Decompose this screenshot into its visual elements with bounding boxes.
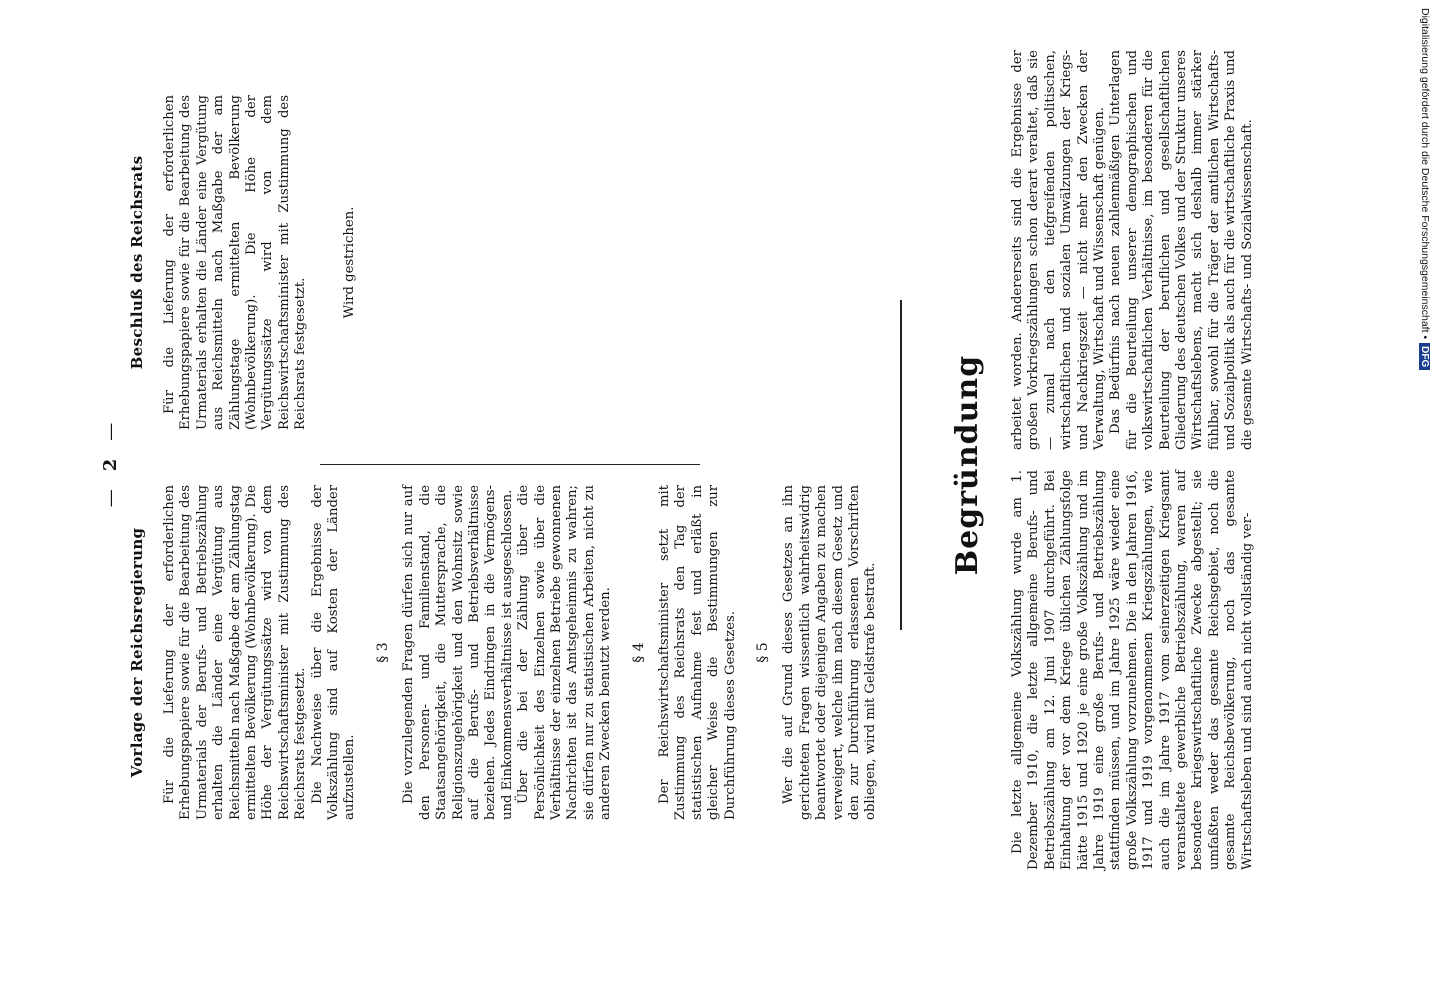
begruendung-heading: Begründung [950, 354, 985, 576]
begruendung-right-paragraph-2: Das Bedürfnis nach neuen zahlenmäßigen Unterlagen für die Beurteilung unserer demographischen und volkswirtschaftlichen Verhältnisse, im besonderen für die Beurteilung der beruflichen und gesellschaftlichen Gliederung des deutschen Volkes und der Struktur unseres Wirtschaftslebens, macht sich deshalb immer stärker fühlbar, sowohl für die Träger der amtlichen Wirtschafts- und Sozialpolitik als auch für die wirtschaftliche Praxis und die gesamte Wirtschafts- und Sozialwissenschaft. [1108, 50, 1255, 450]
column-divider [320, 464, 700, 465]
left-intro-paragraph-2: Die Nachweise über die Ergebnisse der Volkszählung sind auf Kosten der Länder aufzustellen. [309, 485, 358, 820]
section-3-paragraph-2: Über die bei der Zählung über die Persönlichkeit des Einzelnen sowie über die Verhältnisse der einzelnen Betriebe gewonnenen Nachrichten ist das Amtsgeheimnis zu wahren; sie dürfen nur zu statistischen Arbeiten, nicht zu anderen Zwecken benutzt werden. [516, 485, 614, 820]
section-3-paragraph-1: Die vorzulegenden Fragen dürfen sich nur auf den Personen- und Familienstand, die Staatsangehörigkeit, die Muttersprache, die Religionszugehörigkeit und den Wohnsitz sowie auf die Berufs- und Betriebsverhältnisse beziehen. Jedes Eindringen in die Vermögens- und Einkommensverhältnisse ist ausgeschlossen. [401, 485, 515, 820]
digitization-note [1417, 8, 1431, 608]
page-number: —2— [100, 422, 121, 508]
page-number-value: 2 [100, 458, 121, 472]
begruendung-right-column [1010, 50, 1256, 450]
left-column-heading: Vorlage der Reichsregierung [128, 527, 146, 778]
right-column [162, 95, 358, 430]
struck-note: Wird gestrichen. [341, 206, 357, 319]
begruendung-right-paragraph-1: arbeitet worden. Andererseits sind die Ergebnisse der großen Vorkriegszählungen schon derart veraltet, daß sie — zumal nach den tiefgreifenden politischen, wirtschaftlichen und sozialen Umwälzungen der Kriegs- und Nachkriegszeit — nicht mehr den Zwecken der Verwaltung, Wirtschaft und Wissenschaft genügen. [1010, 50, 1108, 450]
section-5-title: § 5 [755, 642, 771, 663]
right-paragraph-1: Für die Lieferung der erforderlichen Erhebungspapiere sowie für die Bearbeitung des Urmaterials erhalten die Länder eine Vergütung aus Reichsmitteln nach Maßgabe der am Zählungstage ermittelten Bevölkerung (Wohnbevölkerung). Die Höhe der Vergütungssätze wird von dem Reichswirtschaftsminister mit Zustimmung des Reichsrats festgesetzt. [162, 95, 309, 430]
section-4-paragraph-1: Der Reichswirtschaftsminister setzt mit Zustimmung des Reichsrats den Tag der statistischen Aufnahme fest und erläßt in gleicher Weise die Bestimmungen zur Durchführung dieses Gesetzes. [656, 485, 738, 820]
begruendung-left-column [1010, 470, 1256, 870]
left-intro-paragraph-1: Für die Lieferung der erforderlichen Erhebungspapiere sowie für die Bearbeitung des Urmaterials der Berufs- und Betriebszählung erhalten die Länder eine Vergütung aus Reichsmitteln nach Maßgabe der am Zählungstag ermittelten Bevölkerung (Wohnbevölkerung). Die Höhe der Vergütungssätze wird von dem Reichswirtschaftsminister mit Zustimmung des Reichsrats festgesetzt. [162, 485, 309, 820]
right-column-heading: Beschluß des Reichsrats [128, 155, 146, 370]
section-3-title: § 3 [374, 642, 391, 663]
dfg-logo: DFG [1419, 343, 1430, 370]
section-5-paragraph-1: Wer die auf Grund dieses Gesetzes an ihn gerichteten Fragen wissentlich wahrheitswidrig beantwortet oder diejenigen Angaben zu machen verweigert, welche ihm nach diesem Gesetz und den zur Durchführung erlassenen Vorschriften obliegen, wird mit Geldstrafe bestraft. [781, 485, 879, 820]
digitization-note-text: Digitalisierung gefördert durch die Deutsche Forschungsgemeinschaft • [1419, 8, 1431, 340]
begruendung-left-paragraph-1: Die letzte allgemeine Volkszählung wurde am 1. Dezember 1910, die letzte allgemeine Berufs- und Betriebszählung am 12. Juni 1907 durchgeführt. Bei Einhaltung der vor dem Kriege üblichen Zählungsfolge hätte 1915 und 1920 je eine große Volkszählung und im Jahre 1919 eine große Berufs- und Betriebszählung stattfinden müssen, und im Jahre 1925 wäre wieder eine große Volkszählung vorzunehmen. Die in den Jahren 1916, 1917 und 1919 vorgenommenen Kriegszählungen, wie auch die im Jahre 1917 vom seinerzeitigen Kriegsamt veranstaltete gewerbliche Betriebszählung, waren auf besondere kriegswirtschaftliche Zwecke abgestellt; sie umfaßten weder das gesamte Reichsgebiet, noch die gesamte Reichsbevölkerung, noch das gesamte Wirtschaftsleben und sind auch nicht vollständig ver- [1010, 470, 1255, 870]
section-4-title: § 4 [630, 642, 647, 663]
section-separator [900, 300, 902, 630]
left-column [162, 485, 880, 820]
